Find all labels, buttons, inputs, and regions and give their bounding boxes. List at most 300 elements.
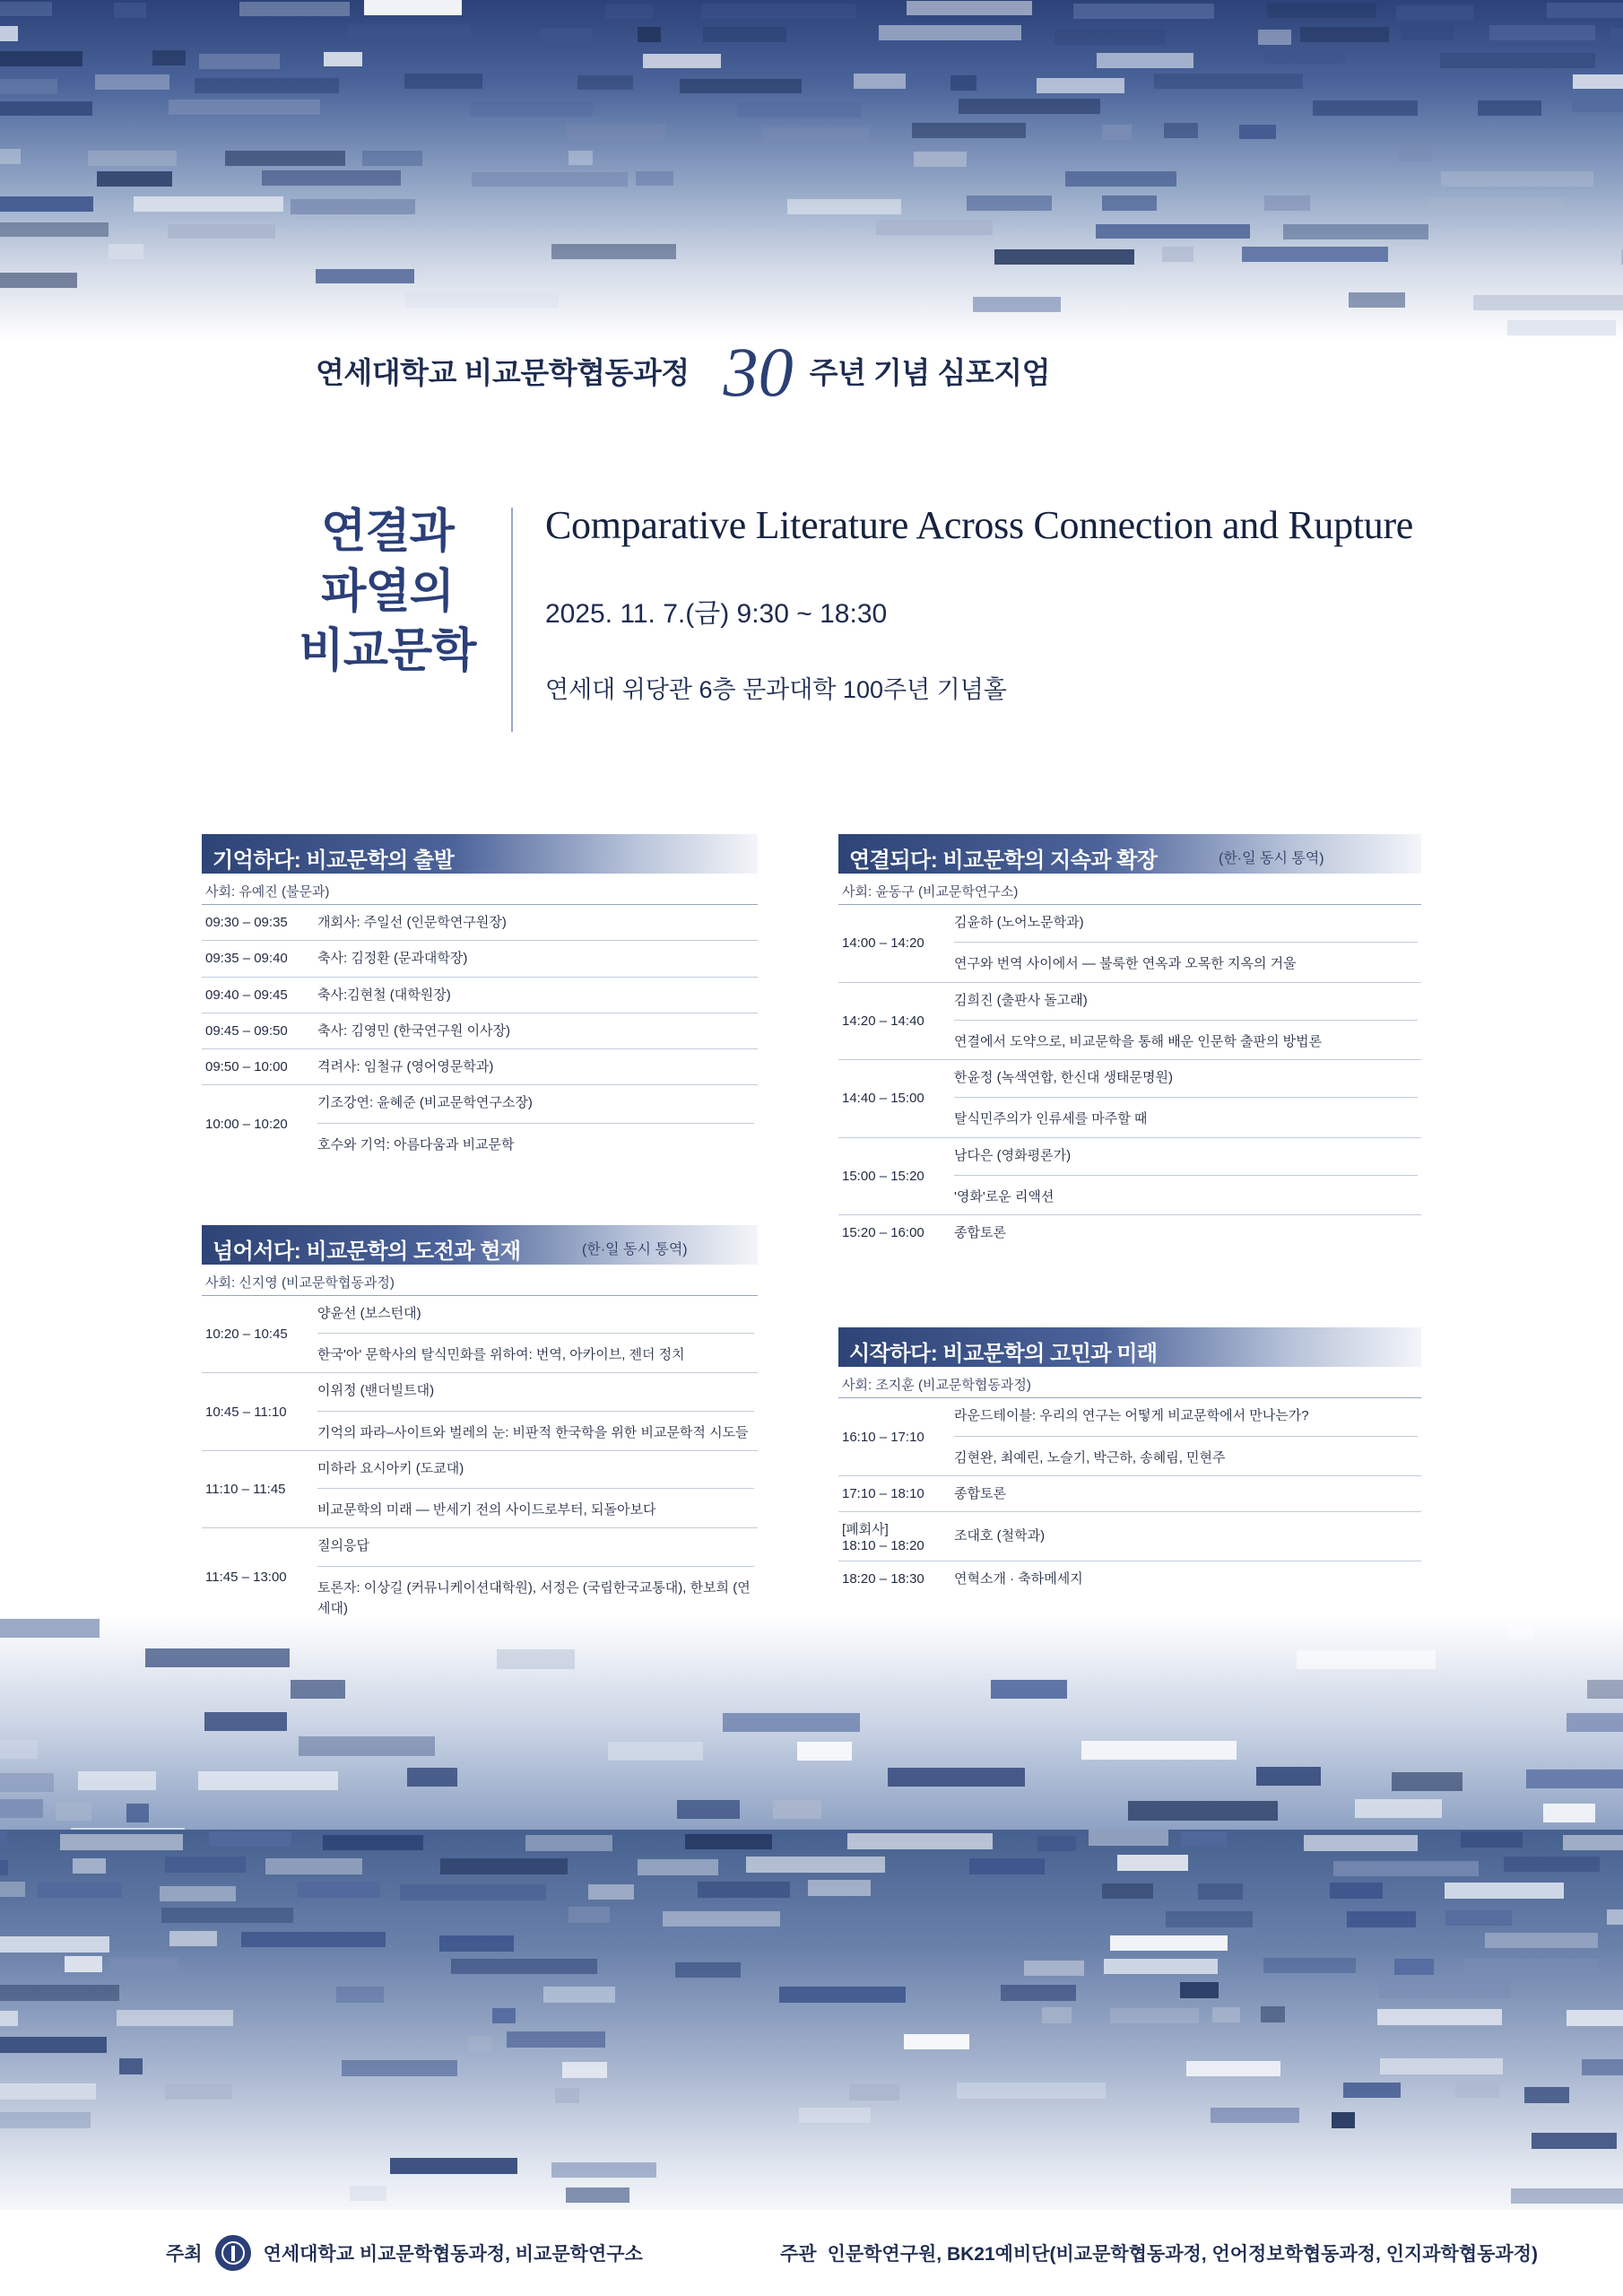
decorative-pixel — [1180, 1982, 1219, 1997]
host-text: 연세대학교 비교문학협동과정, 비교문학연구소 — [263, 2244, 643, 2265]
decorative-pixel — [1349, 292, 1405, 308]
decorative-pixel — [209, 1831, 291, 1847]
decorative-pixel — [638, 27, 661, 42]
decorative-pixel — [0, 2037, 107, 2052]
decorative-pixel — [117, 2010, 233, 2025]
table-row — [202, 941, 758, 977]
decorative-pixel — [169, 100, 320, 115]
decorative-pixel — [854, 74, 906, 89]
decorative-pixel — [577, 75, 633, 91]
table-row — [838, 905, 1421, 983]
decorative-pixel — [73, 1858, 106, 1874]
session-detail: 축사: 김정환 (문과대학장) — [314, 941, 758, 977]
decorative-pixel — [1256, 1767, 1321, 1786]
decorative-pixel — [350, 2186, 386, 2201]
decorative-pixel — [541, 29, 592, 44]
decorative-pixel — [0, 196, 93, 212]
decorative-pixel — [468, 2036, 492, 2051]
decorative-pixel — [1166, 1911, 1253, 1926]
schedule-section — [838, 834, 1421, 1250]
decorative-pixel — [108, 244, 143, 259]
session-detail: 한윤정 (녹색연합, 한신대 생태문명원) 탈식민주의가 인류세를 마주할 때 — [950, 1060, 1421, 1138]
decorative-pixel — [1261, 2006, 1285, 2022]
session-time: 10:20 – 10:45 — [202, 1295, 314, 1373]
decorative-pixel — [698, 1882, 790, 1897]
decorative-pixel — [1563, 1835, 1623, 1850]
decorative-pixel — [0, 1799, 43, 1818]
decorative-pixel — [95, 74, 169, 90]
decorative-pixel — [1128, 1801, 1278, 1820]
decorative-pixel — [225, 151, 345, 166]
decorative-pixel — [1162, 247, 1193, 262]
session-detail: 축사:김현철 (대학원장) — [314, 977, 758, 1013]
decorative-pixel — [362, 151, 422, 166]
decorative-pixel — [1396, 5, 1473, 21]
decorative-pixel — [407, 1768, 457, 1787]
decorative-pixel — [1380, 2058, 1503, 2074]
section-title: 연결되다: 비교문학의 지속과 확장 — [849, 848, 1158, 873]
decorative-pixel — [1343, 2083, 1401, 2098]
decorative-pixel — [914, 152, 967, 167]
session-table — [838, 904, 1421, 1250]
decorative-pixel — [1582, 2059, 1623, 2074]
decorative-pixel — [507, 2031, 605, 2047]
decorative-pixel — [168, 224, 275, 239]
decorative-pixel — [1463, 1959, 1599, 1974]
decorative-pixel — [636, 171, 673, 187]
decorative-pixel — [88, 151, 177, 166]
decorative-pixel — [1264, 49, 1346, 65]
decorative-pixel — [808, 1880, 871, 1895]
session-detail: 종합토론 — [950, 1475, 1421, 1511]
decorative-pixel — [950, 75, 976, 91]
table-row — [838, 1475, 1421, 1511]
decorative-pixel — [390, 2158, 517, 2173]
host-label: 주최 — [166, 2244, 203, 2265]
decorative-pixel — [1055, 30, 1166, 45]
decorative-pixel — [1264, 196, 1310, 211]
session-time: 10:00 – 10:20 — [202, 1085, 314, 1162]
anniversary-number: 30 — [723, 333, 794, 411]
decorative-pixel — [737, 102, 861, 117]
decorative-pixel — [0, 1619, 100, 1638]
decorative-pixel — [1073, 4, 1214, 19]
decorative-pixel — [588, 1884, 634, 1900]
decorative-pixel — [1445, 1883, 1564, 1898]
session-chair: 사회: 유예진 (불문과) — [205, 884, 330, 900]
section-header — [202, 1225, 758, 1265]
decorative-pixel — [400, 1884, 546, 1900]
session-detail: 김윤하 (노어노문학과) 연구와 번역 사이에서 — 불룩한 연옥과 오목한 지옥의 거울 — [950, 905, 1421, 983]
table-row — [838, 1561, 1421, 1597]
decorative-pixel — [1313, 100, 1418, 116]
table-row — [838, 982, 1421, 1060]
decorative-pixel — [1283, 224, 1428, 239]
session-time: 14:00 – 14:20 — [838, 905, 950, 983]
decorative-pixel — [568, 151, 593, 166]
decorative-pixel — [439, 1935, 514, 1951]
decorative-pixel — [912, 123, 1026, 138]
table-row — [202, 1295, 758, 1373]
decorative-pixel — [165, 2083, 232, 2099]
decorative-pixel — [967, 196, 1052, 211]
section-header — [202, 834, 758, 874]
session-time: 15:00 – 15:20 — [838, 1137, 950, 1215]
decorative-pixel — [0, 149, 21, 164]
decorative-pixel — [56, 1802, 91, 1821]
session-table — [838, 1397, 1421, 1596]
decorative-pixel — [1567, 1713, 1623, 1732]
session-detail: 미하라 요시아키 (도쿄대) 비교문학의 미래 — 반세기 전의 사이드로부터, 되돌아보다 — [314, 1450, 758, 1528]
decorative-pixel — [1440, 53, 1595, 68]
decorative-pixel — [1507, 320, 1616, 335]
decorative-pixel — [492, 2008, 516, 2023]
decorative-pixel — [364, 0, 462, 15]
table-row — [838, 1512, 1421, 1561]
session-time: 09:40 – 09:45 — [202, 977, 314, 1013]
decorative-pixel — [198, 1771, 338, 1790]
decorative-pixel — [1065, 171, 1176, 187]
decorative-pixel — [879, 25, 1021, 40]
table-row — [202, 1085, 758, 1162]
decorative-pixel — [0, 2083, 96, 2099]
decorative-pixel — [1181, 1831, 1227, 1847]
decorative-pixel — [38, 1883, 122, 1898]
decorative-pixel — [204, 1712, 287, 1731]
session-detail: 남다은 (영화평론가) '영화'로운 리액션 — [950, 1137, 1421, 1215]
decorative-pixel — [957, 2083, 1106, 2098]
session-detail: 개회사: 주일선 (인문학연구원장) — [314, 905, 758, 941]
decorative-pixel — [134, 196, 283, 212]
decorative-pixel — [161, 1908, 293, 1923]
decorative-pixel — [703, 27, 786, 42]
decorative-pixel — [1258, 30, 1291, 45]
decorative-pixel — [551, 2162, 656, 2178]
table-row — [202, 1049, 758, 1085]
decorative-pixel — [969, 1858, 1045, 1874]
session-table — [202, 1295, 758, 1626]
decorative-pixel — [1445, 1910, 1512, 1926]
decorative-pixel — [195, 78, 339, 93]
decorative-pixel — [1330, 1883, 1383, 1898]
decorative-pixel — [849, 2084, 899, 2100]
decorative-pixel — [568, 1907, 610, 1922]
decorative-pixel — [1377, 2009, 1502, 2024]
section-note: (한·일 동시 통역) — [1219, 851, 1324, 866]
decorative-pixel — [262, 170, 401, 186]
decorative-pixel — [126, 1804, 149, 1822]
decorative-pixel — [1164, 123, 1198, 138]
decorative-pixel — [1511, 2188, 1623, 2204]
schedule-right-column — [838, 834, 1421, 1616]
decorative-pixel — [472, 172, 628, 187]
schedule-section — [202, 1225, 758, 1626]
decorative-pixel — [160, 1886, 236, 1901]
decorative-pixel — [787, 199, 901, 214]
decorative-pixel — [109, 1958, 178, 1973]
decorative-pixel — [342, 2060, 457, 2075]
decorative-pixel — [1042, 2007, 1072, 2022]
decorative-pixel — [0, 26, 18, 41]
session-detail: 연혁소개 · 축하메세지 — [950, 1561, 1421, 1597]
header-kicker-2: 주년 기념 심포지엄 — [809, 356, 1050, 389]
decorative-pixel — [152, 50, 186, 65]
decorative-pixel — [1102, 125, 1132, 140]
table-row — [838, 1060, 1421, 1138]
decorative-pixel — [562, 2062, 607, 2077]
section-title: 넘어서다: 비교문학의 도전과 현재 — [213, 1239, 521, 1264]
decorative-pixel — [1104, 1959, 1218, 1974]
session-time: 09:30 – 09:35 — [202, 905, 314, 941]
title-block — [287, 502, 1413, 732]
decorative-pixel — [551, 244, 676, 259]
decorative-pixel — [1401, 25, 1454, 40]
session-time: 14:40 – 15:00 — [838, 1060, 950, 1138]
decorative-pixel — [265, 1858, 362, 1874]
decorative-pixel — [1485, 1933, 1598, 1948]
table-row — [838, 1398, 1421, 1476]
table-row — [838, 1215, 1421, 1251]
decorative-pixel — [904, 2034, 969, 2049]
decorative-pixel — [773, 1800, 821, 1819]
decorative-pixel — [1212, 2007, 1240, 2022]
decorative-pixel — [567, 124, 665, 139]
decorative-pixel — [677, 1800, 740, 1819]
poster-header — [316, 332, 1392, 413]
session-time: 11:45 – 13:00 — [202, 1528, 314, 1626]
decorative-pixel — [348, 24, 471, 39]
decorative-pixel — [299, 1736, 435, 1755]
session-table — [202, 904, 758, 1162]
decorative-pixel — [0, 1740, 38, 1759]
decorative-pixel — [1102, 196, 1157, 211]
decorative-pixel — [0, 2, 52, 17]
decorative-pixel — [876, 220, 993, 235]
section-header — [838, 834, 1421, 874]
session-chair: 사회: 윤동구 (비교문학연구소) — [842, 884, 1019, 900]
decorative-pixel — [0, 1985, 119, 2000]
table-row — [202, 977, 758, 1013]
decorative-pixel — [1567, 2010, 1623, 2025]
decorative-pixel — [440, 1858, 568, 1874]
decorative-pixel — [1089, 1830, 1168, 1845]
decorative-pixel — [60, 1834, 183, 1849]
section-note: (한·일 동시 통역) — [582, 1241, 688, 1257]
decorative-pixel — [119, 2058, 143, 2074]
decorative-pixel — [643, 54, 721, 69]
table-row — [838, 1137, 1421, 1215]
poster-footer — [0, 2210, 1623, 2296]
decorative-pixel — [1001, 1985, 1076, 2000]
decorative-pixel — [1455, 2083, 1499, 2098]
decorative-pixel — [0, 79, 57, 94]
organizer-label: 주관 — [780, 2244, 817, 2265]
session-chair: 사회: 신지영 (비교문학협동과정) — [205, 1274, 395, 1291]
decorative-pixel — [497, 1649, 575, 1668]
session-time: 09:45 – 09:50 — [202, 1013, 314, 1048]
decorative-pixel — [1154, 74, 1303, 89]
decorative-pixel — [663, 1911, 780, 1926]
decorative-pixel — [1441, 171, 1593, 187]
decorative-pixel — [1239, 125, 1276, 140]
decorative-pixel — [1300, 27, 1389, 42]
decorative-pixel — [471, 101, 593, 117]
decorative-pixel — [1263, 1958, 1356, 1973]
decorative-pixel — [1473, 295, 1623, 310]
section-header — [838, 1327, 1421, 1367]
table-row — [202, 1013, 758, 1048]
decorative-pixel — [1198, 1883, 1243, 1899]
session-detail: 축사: 김영민 (한국연구원 이사장) — [314, 1013, 758, 1048]
decorative-pixel — [1607, 1909, 1623, 1925]
decorative-pixel — [685, 1834, 772, 1849]
decorative-pixel — [65, 1956, 102, 1971]
decorative-pixel — [1572, 98, 1623, 113]
decorative-pixel — [1573, 74, 1623, 90]
decorative-pixel — [404, 74, 482, 89]
session-detail: 라운드테이블: 우리의 연구는 어떻게 비교문학에서 만나는가? 김현완, 최예린, 노슬기, 박근하, 송혜림, 민현주 — [950, 1398, 1421, 1476]
session-time: 18:20 – 18:30 — [838, 1561, 950, 1597]
decorative-pixel — [779, 1987, 906, 2002]
session-time: 15:20 – 16:00 — [838, 1215, 950, 1251]
host-group — [166, 2235, 643, 2271]
organizer-text: 인문학연구원, BK21예비단(비교문학협동과정, 언어정보학협동과정, 인지과학협동과정) — [827, 2244, 1538, 2265]
session-time: 11:10 – 11:45 — [202, 1450, 314, 1528]
decorative-pixel — [1332, 2112, 1355, 2127]
university-seal-icon — [215, 2235, 251, 2271]
decorative-pixel — [1543, 1804, 1595, 1822]
decorative-pixel — [145, 1648, 290, 1667]
decorative-pixel — [675, 1962, 741, 1978]
decorative-pixel — [991, 1680, 1067, 1699]
session-time: 14:20 – 14:40 — [838, 982, 950, 1060]
decorative-pixel — [405, 292, 559, 308]
decorative-pixel — [0, 2011, 18, 2026]
decorative-pixel — [1081, 1741, 1237, 1760]
decorative-pixel — [555, 2088, 579, 2103]
decorative-pixel — [323, 1835, 423, 1850]
decorative-pixel — [1096, 224, 1250, 239]
decorative-pixel — [1524, 2087, 1569, 2102]
decorative-pixel — [336, 1987, 384, 2002]
decorative-pixel — [0, 51, 82, 66]
decorative-pixel — [1504, 1857, 1600, 1872]
decorative-pixel — [0, 2112, 91, 2127]
decorative-pixel — [566, 2187, 629, 2203]
session-time: 16:10 – 17:10 — [838, 1398, 950, 1476]
decorative-pixel — [1489, 25, 1595, 40]
decorative-pixel — [291, 199, 415, 214]
session-detail: 질의응답 토론자: 이상길 (커뮤니케이션대학원), 서정은 (국립한국교통대), 한보희 (연세대) — [314, 1528, 758, 1626]
bottom-decoration — [0, 1830, 1623, 2233]
decorative-pixel — [0, 1860, 8, 1875]
decorative-pixel — [888, 1768, 1025, 1787]
decorative-pixel — [746, 1857, 885, 1872]
decorative-pixel — [680, 79, 802, 94]
decorative-pixel — [78, 1771, 156, 1790]
decorative-pixel — [1392, 1772, 1462, 1791]
decorative-pixel — [1347, 1911, 1416, 1926]
decorative-pixel — [1398, 146, 1432, 161]
decorative-pixel — [0, 1882, 25, 1897]
decorative-pixel — [1428, 198, 1564, 213]
decorative-pixel — [0, 222, 108, 238]
decorative-pixel — [0, 273, 77, 288]
decorative-pixel — [723, 1713, 860, 1732]
decorative-pixel — [608, 1742, 703, 1761]
decorative-pixel — [298, 1882, 380, 1897]
decorative-pixel — [1461, 1831, 1523, 1847]
decorative-pixel — [907, 1, 1032, 16]
schedule-section — [202, 834, 758, 1162]
section-title: 기억하다: 비교문학의 출발 — [213, 848, 455, 873]
decorative-pixel — [1117, 1855, 1188, 1870]
session-time: 10:45 – 11:10 — [202, 1373, 314, 1451]
decorative-pixel — [1355, 1799, 1442, 1818]
decorative-pixel — [1110, 1935, 1228, 1951]
section-title: 시작하다: 비교문학의 고민과 미래 — [849, 1342, 1158, 1367]
decorative-pixel — [1394, 1959, 1434, 1974]
decorative-pixel — [0, 1830, 7, 1845]
table-row — [202, 1450, 758, 1528]
table-row — [202, 1528, 758, 1626]
decorative-pixel — [199, 54, 280, 69]
session-time: 09:50 – 10:00 — [202, 1049, 314, 1085]
top-decoration — [0, 0, 1623, 341]
decorative-pixel — [1478, 100, 1541, 116]
decorative-pixel — [797, 1742, 852, 1761]
decorative-pixel — [1267, 3, 1376, 18]
decorative-pixel — [994, 249, 1134, 265]
session-detail: 종합토론 — [950, 1215, 1421, 1251]
session-detail: 기조강연: 윤혜준 (비교문학연구소장) 호수와 기억: 아름다움과 비교문학 — [314, 1085, 758, 1162]
decorative-pixel — [1547, 3, 1623, 18]
decorative-pixel — [241, 1932, 386, 1947]
decorative-pixel — [1379, 1982, 1511, 1997]
korean-title: 연결과 파열의 비교문학 — [299, 506, 476, 678]
organizer-group — [780, 2239, 1538, 2266]
decorative-pixel — [1526, 1770, 1623, 1788]
decorative-pixel — [973, 297, 1061, 312]
decorative-pixel — [324, 52, 362, 67]
session-detail: 격려사: 임철규 (영어영문학과) — [314, 1049, 758, 1085]
decorative-pixel — [1242, 247, 1388, 262]
session-detail: 이위정 (밴더빌트대) 기억의 파라–사이트와 벌레의 눈: 비판적 한국학을 위한 비교문학적 시도들 — [314, 1373, 758, 1451]
decorative-pixel — [701, 4, 855, 19]
decorative-pixel — [1304, 1835, 1418, 1850]
decorative-pixel — [97, 171, 172, 187]
session-time: 17:10 – 18:10 — [838, 1475, 950, 1511]
schedule-section — [838, 1327, 1421, 1596]
decorative-pixel — [1297, 1650, 1436, 1669]
decorative-pixel — [847, 1833, 993, 1848]
decorative-pixel — [605, 4, 653, 20]
decorative-pixel — [114, 3, 146, 18]
decorative-pixel — [1024, 1961, 1084, 1976]
decorative-pixel — [165, 1857, 246, 1872]
decorative-pixel — [1110, 2008, 1199, 2023]
decorative-pixel — [0, 101, 92, 117]
decorative-pixel — [1532, 2133, 1617, 2148]
decorative-pixel — [1507, 1621, 1533, 1639]
schedule-left-column — [202, 834, 758, 1646]
session-time: 09:35 – 09:40 — [202, 941, 314, 977]
decorative-pixel — [1610, 29, 1623, 44]
decorative-pixel — [1186, 2061, 1280, 2076]
decorative-pixel — [0, 1773, 54, 1792]
table-row — [202, 1373, 758, 1451]
decorative-pixel — [291, 1680, 345, 1699]
